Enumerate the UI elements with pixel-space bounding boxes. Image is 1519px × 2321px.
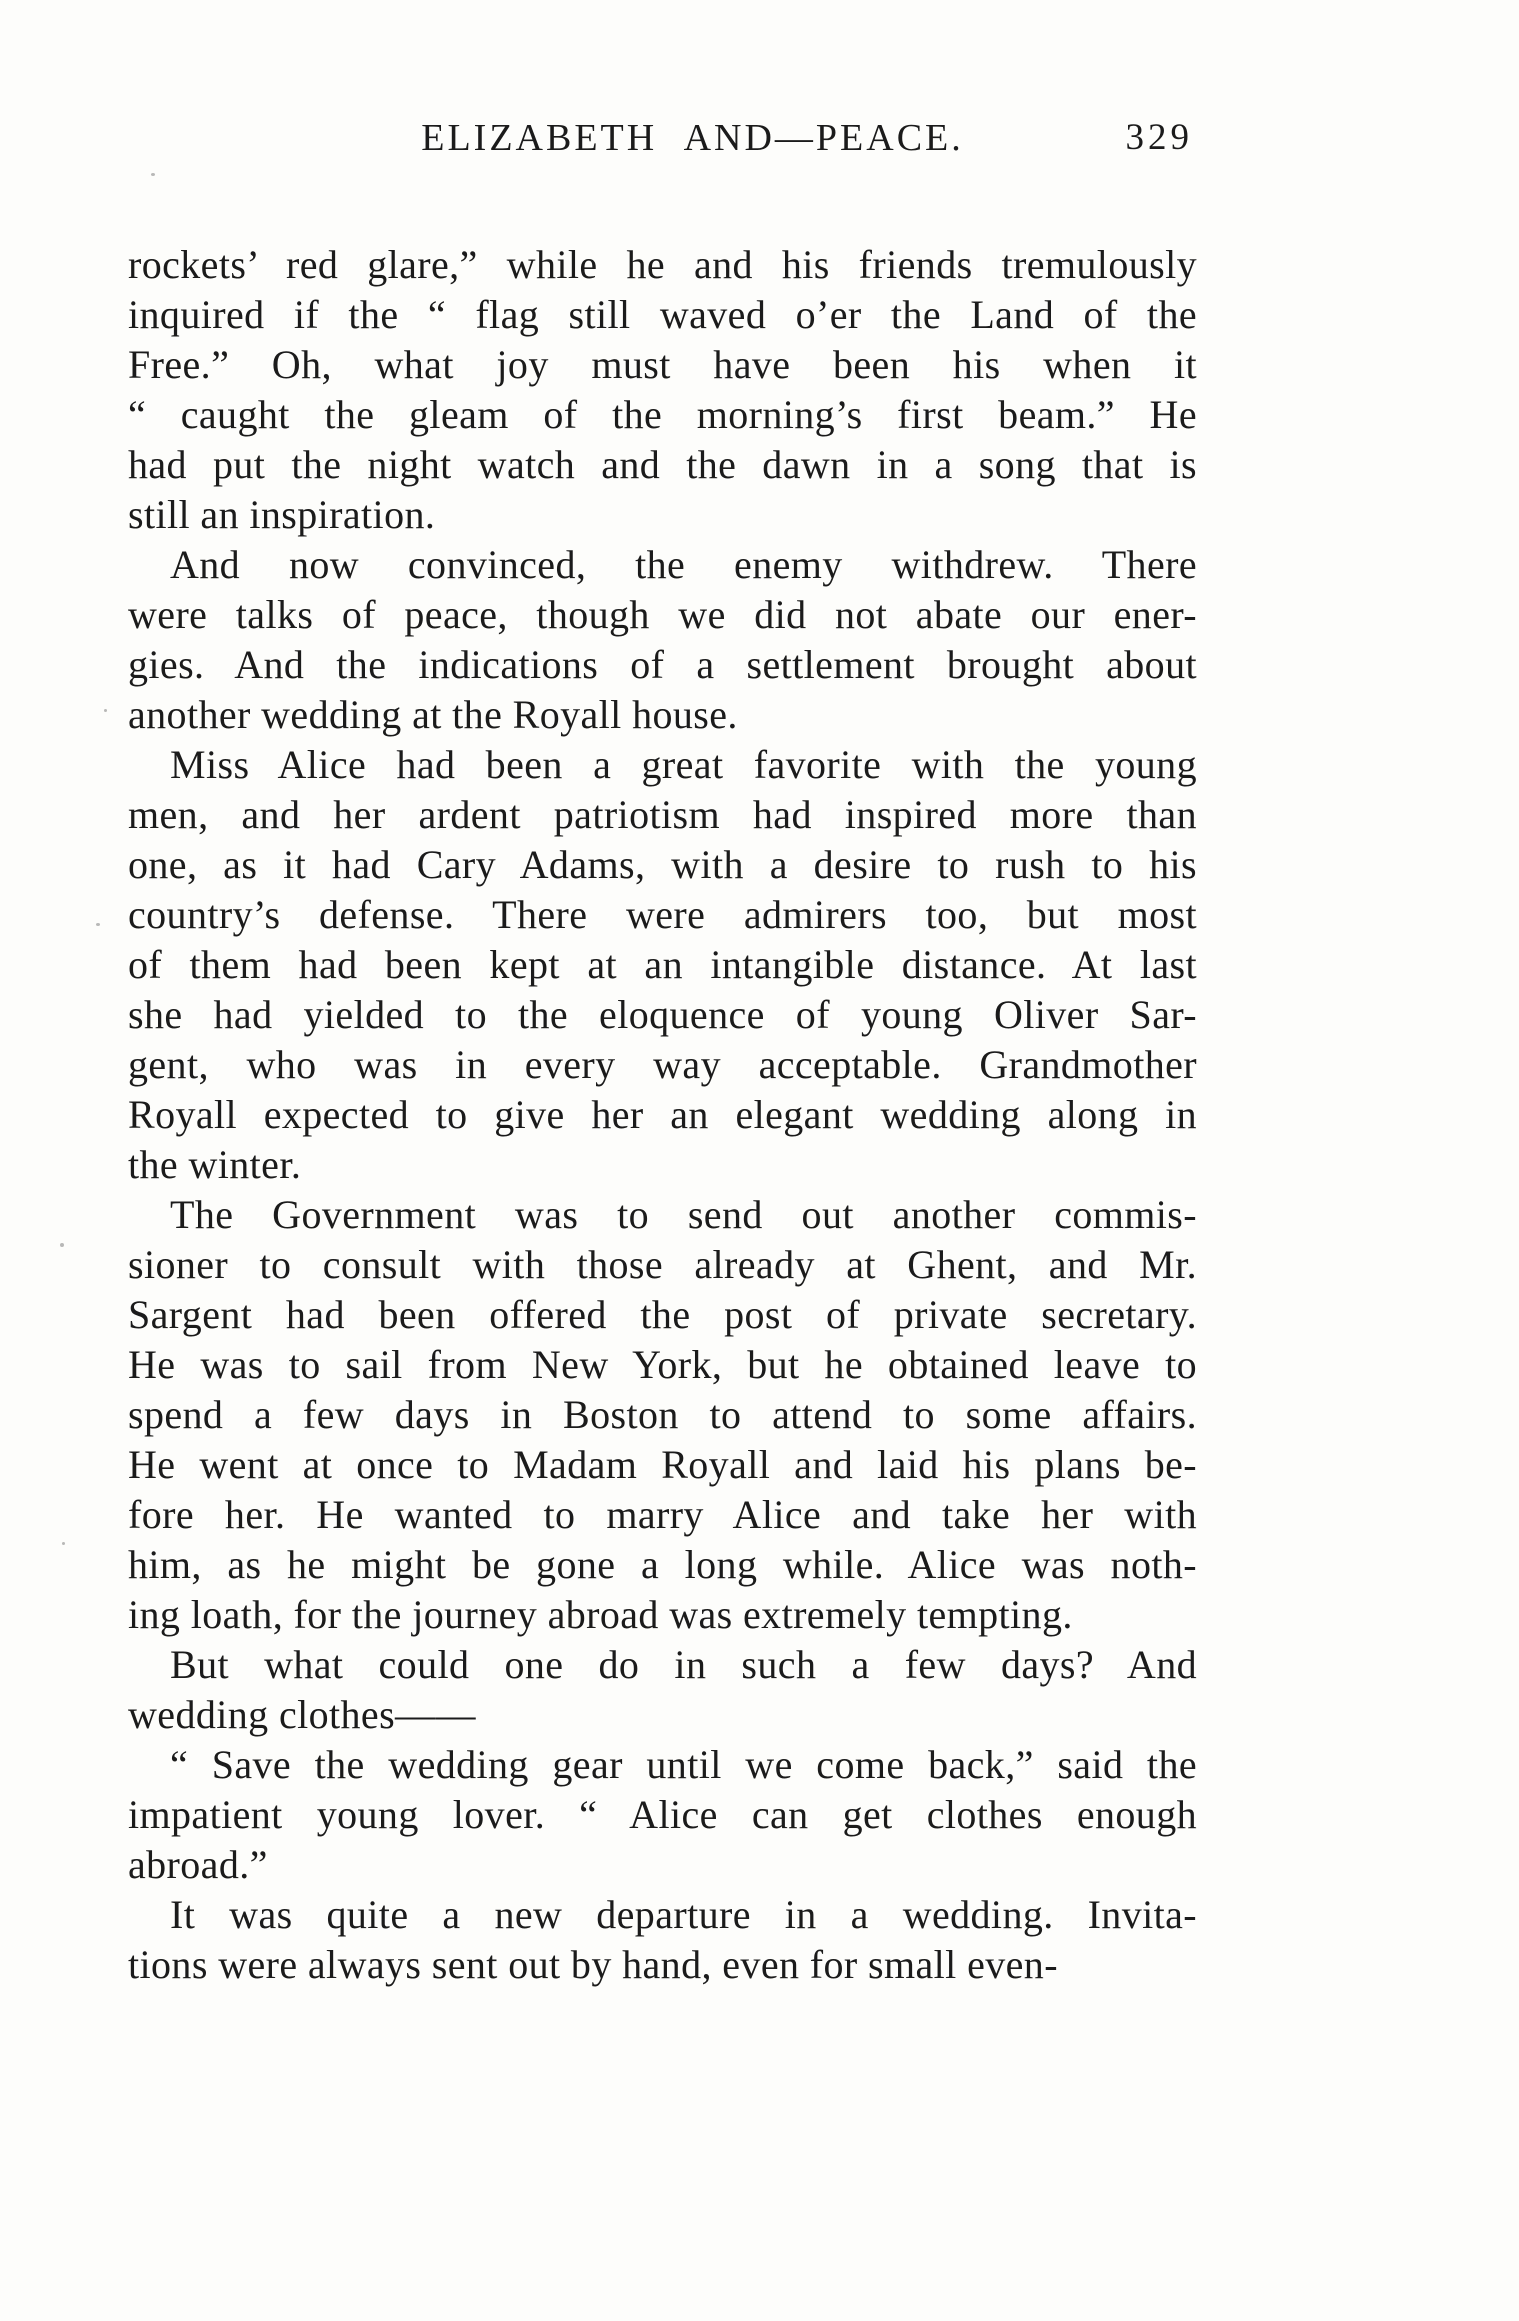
text-line: The Government was to send out another commis- [170,1192,1197,1237]
text-line: inquired if the “ flag still waved o’er the Land of the [128,292,1197,337]
paragraph [128,240,1197,540]
running-title: ELIZABETH AND—PEACE. [421,117,964,159]
paragraph [128,540,1197,740]
paragraph [128,1740,1197,1890]
text-line: gies. And the indications of a settlement brought about [128,642,1197,687]
text-line: “ caught the gleam of the morning’s first beam.” He [128,392,1197,437]
text-line: were talks of peace, though we did not abate our ener- [128,592,1197,637]
text-line: the winter. [128,1142,302,1187]
paragraph [128,1190,1197,1640]
text-line: him, as he might be gone a long while. Alice was noth- [128,1542,1197,1587]
text-line: spend a few days in Boston to attend to some affairs. [128,1392,1197,1437]
text-line: Sargent had been offered the post of private secretary. [128,1292,1197,1337]
text-line: “ Save the wedding gear until we come back,” said the [170,1742,1197,1787]
scan-speck [104,709,107,712]
text-line: He was to sail from New York, but he obtained leave to [128,1342,1197,1387]
text-line: impatient young lover. “ Alice can get clothes enough [128,1792,1197,1837]
scan-speck [60,1243,64,1247]
text-line: wedding clothes—— [128,1692,476,1737]
paragraph [128,1640,1197,1740]
text-line: one, as it had Cary Adams, with a desire to rush to his [128,842,1197,887]
paragraph [128,1890,1197,1990]
text-line: ing loath, for the journey abroad was extremely tempting. [128,1592,1073,1637]
text-line: another wedding at the Royall house. [128,692,738,737]
text-line: she had yielded to the eloquence of young Oliver Sar- [128,992,1197,1037]
text-line: And now convinced, the enemy withdrew. There [170,542,1197,587]
text-line: men, and her ardent patriotism had inspired more than [128,792,1197,837]
text-line: Royall expected to give her an elegant wedding along in [128,1092,1197,1137]
body-text [128,240,1197,1990]
text-line: still an inspiration. [128,492,436,537]
text-line: fore her. He wanted to marry Alice and take her with [128,1492,1197,1537]
page-number: 329 [1125,117,1193,158]
text-line: Free.” Oh, what joy must have been his when it [128,342,1197,387]
scan-speck [62,1542,65,1545]
text-line: of them had been kept at an intangible distance. At last [128,942,1197,987]
page-header [128,112,1197,164]
text-line: sioner to consult with those already at Ghent, and Mr. [128,1242,1197,1287]
paragraph [128,740,1197,1190]
text-line: country’s defense. There were admirers too, but most [128,892,1197,937]
text-line: tions were always sent out by hand, even for small even- [128,1942,1058,1987]
text-line: But what could one do in such a few days? And [170,1642,1197,1687]
text-line: He went at once to Madam Royall and laid his plans be- [128,1442,1197,1487]
text-line: Miss Alice had been a great favorite with the young [170,742,1197,787]
scan-speck [96,923,100,926]
text-line: abroad.” [128,1842,268,1887]
text-column [128,112,1197,1990]
text-line: gent, who was in every way acceptable. Grandmother [128,1042,1197,1087]
text-line: had put the night watch and the dawn in a song that is [128,442,1197,487]
text-line: It was quite a new departure in a wedding. Invita- [170,1892,1197,1937]
text-line: rockets’ red glare,” while he and his friends tremulously [128,242,1197,287]
